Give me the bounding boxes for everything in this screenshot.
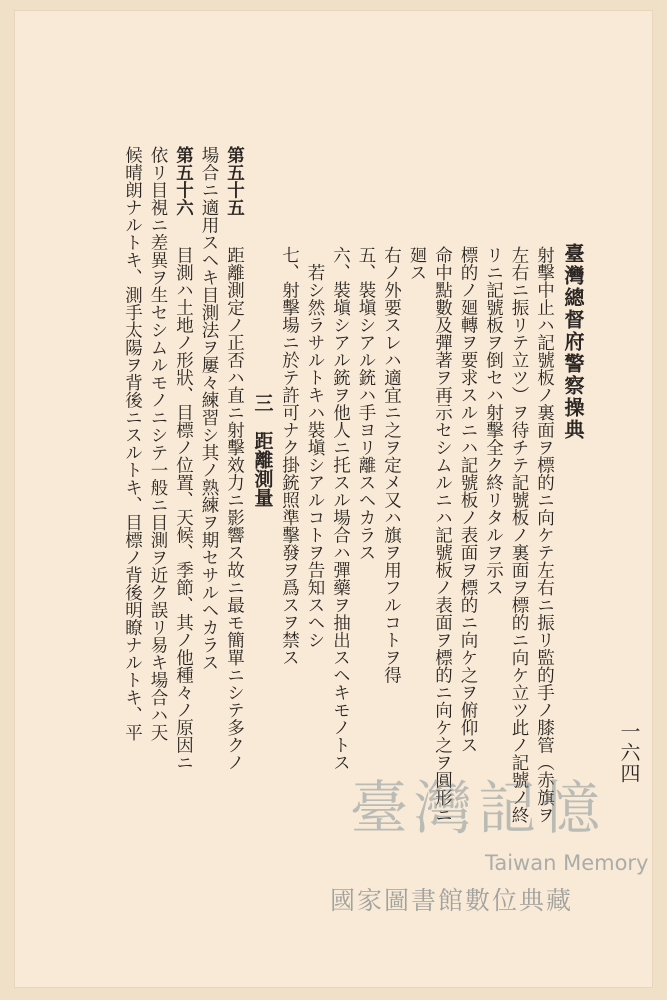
article-text-column: 候晴朗ナルトキ、測手太陽ヲ背後ニスルトキ、目標ノ背後明瞭ナルトキ、平: [122, 146, 143, 741]
watermark: [330, 761, 660, 931]
text-column-7: 右ノ外要スレハ適宜ニ之ヲ定メ又ハ旗ヲ用フルコトヲ得: [381, 246, 402, 684]
article-text-column: 距離測定ノ正否ハ直ニ射擊效力ニ影響ス故ニ最モ簡單ニシテ多クノ: [224, 246, 245, 771]
watermark-english: Taiwan Memory: [485, 851, 649, 875]
text-column-3: リニ記號板ヲ倒セハ射擊全ク終リタルヲ示ス: [483, 246, 504, 596]
section-heading: 三 距離測量: [251, 393, 274, 507]
item-six-continued: 若シ然ラサルトキハ裝塡シアルコトヲ告知スヘシ: [305, 246, 325, 649]
text-column-4: 標的ノ廻轉ヲ要求スルニハ記號板ノ表面ヲ標的ニ向ケ之ヲ俯仰ス: [458, 246, 478, 754]
article-text-column: 目測ハ土地ノ形狀、目標ノ位置、天候、季節、其ノ他種々ノ原因ニ: [173, 246, 194, 771]
book-page: [14, 10, 653, 988]
text-column-2: 左右ニ振リテ立ツ）ヲ待チテ記號板ノ裏面ヲ標的ニ向ケ立ツ此ノ記號ノ終: [509, 246, 529, 824]
item-six: 六、裝塡シアル銃ヲ他人ニ托スル場合ハ彈藥ヲ抽出スヘキモノトス: [330, 246, 351, 771]
watermark-script: 臺灣記憶: [350, 774, 607, 842]
article-text-column: 依リ目視ニ差異ヲ生セシムルモノニシテ一般ニ目測ヲ近ク誤リ易キ場合ハ天: [148, 146, 168, 741]
text-column-1: 射擊中止ハ記號板ノ裏面ヲ標的ニ向ケテ左右ニ振リ監的手ノ膝管（赤旗ヲ: [534, 246, 555, 824]
text-column-6: 廻ス: [407, 246, 427, 281]
article-label: 第五十五: [224, 146, 245, 216]
article-label: 第五十六: [173, 146, 194, 216]
text-column-5: 命中點數及彈著ヲ再示セシムルニハ記號板ノ表面ヲ標的ニ向ケ之ヲ圓形ニ: [432, 246, 453, 824]
article-text-column: 場合ニ適用スヘキ目測法ヲ屢々練習シ其ノ熟練ヲ期セサルヘカラス: [199, 146, 219, 671]
book-title: 臺灣總督府警察操典: [561, 243, 585, 441]
item-seven: 七、射擊場ニ於テ許可ナク掛銃照準擊發ヲ爲スヲ禁ス: [279, 246, 300, 666]
item-five: 五、裝塡シアル銃ハ手ヨリ離スヘカラス: [356, 246, 376, 561]
page-number: 一六四: [617, 721, 641, 784]
watermark-organization: 國家圖書館數位典藏: [330, 886, 574, 915]
